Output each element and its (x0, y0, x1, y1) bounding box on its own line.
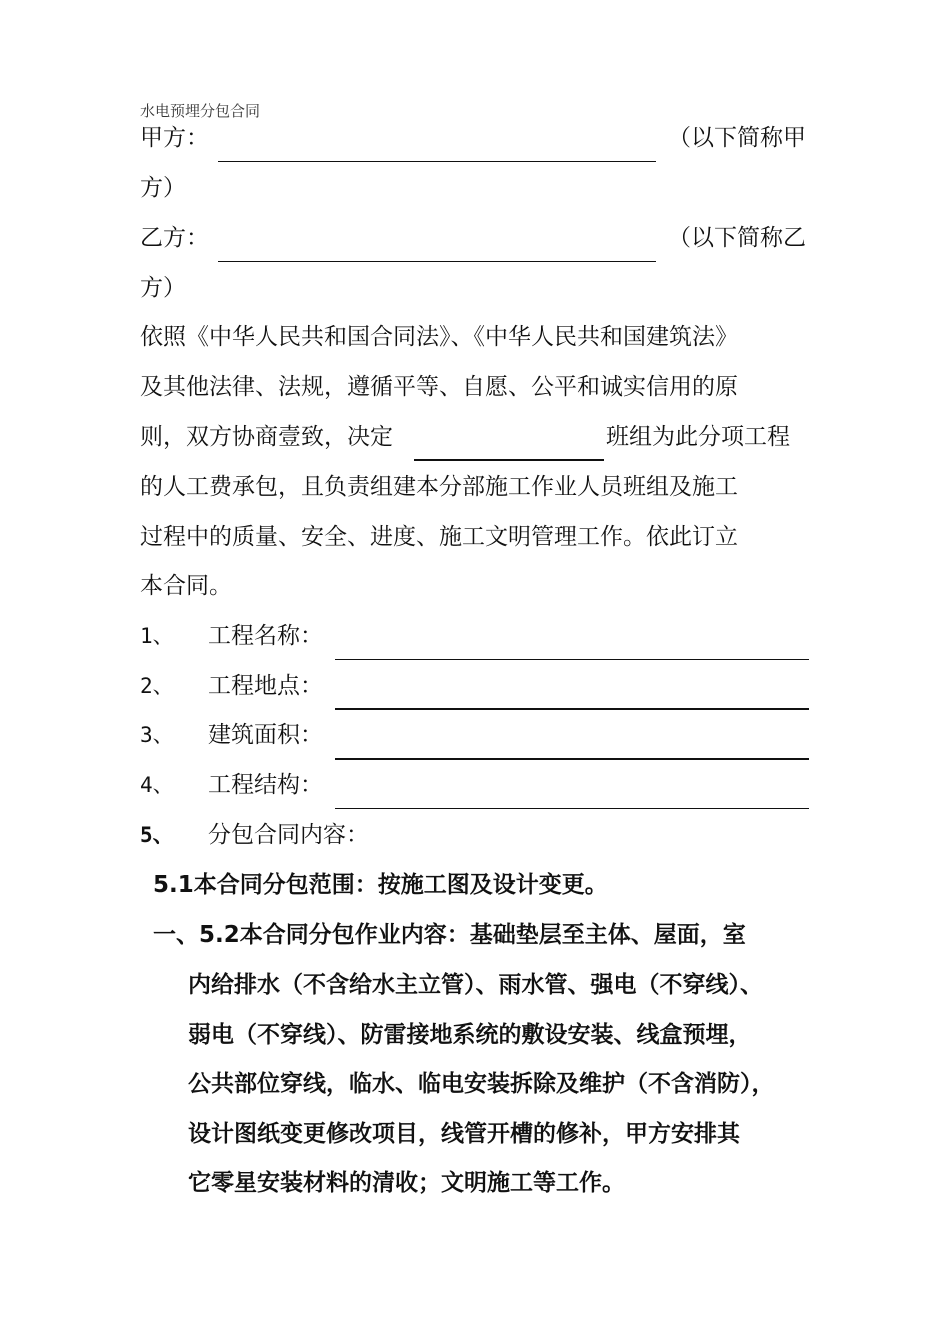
item-number: 3、 (140, 723, 174, 747)
party-b-blank-line (218, 261, 656, 262)
clause-5-2-cont: 公共部位穿线，临水、临电安装拆除及维护（不含消防）， (188, 1071, 775, 1097)
party-b-suffix-cont: 方） (140, 275, 186, 301)
party-a-suffix-cont: 方） (140, 175, 186, 201)
intro-line: 则，双方协商壹致，决定 (140, 424, 393, 450)
party-a-suffix: （以下简称甲 (668, 125, 806, 151)
clause-5-2-cont: 弱电（不穿线）、防雷接地系统的敷设安装、线盒预埋， (188, 1022, 752, 1048)
project-location-blank-line (335, 708, 809, 710)
clause-5-2-cont: 内给排水（不含给水主立管）、雨水管、强电（不穿线）、 (188, 972, 763, 998)
intro-line: 过程中的质量、安全、进度、施工文明管理工作。依此订立 (140, 524, 738, 550)
intro-line: 班组为此分项工程 (606, 424, 790, 450)
intro-line: 及其他法律、法规，遵循平等、自愿、公平和诚实信用的原 (140, 374, 738, 400)
section-5-title: 分包合同内容： (208, 822, 369, 848)
item-number: 4、 (140, 773, 174, 797)
item-number: 2、 (140, 674, 174, 698)
intro-line: 本合同。 (140, 573, 232, 599)
clause-5-2-cont: 它零星安装材料的清收；文明施工等工作。 (188, 1170, 625, 1196)
party-b-suffix: （以下简称乙 (668, 225, 806, 251)
party-a-blank-line (218, 161, 656, 162)
intro-line: 的人工费承包，且负责组建本分部施工作业人员班组及施工 (140, 474, 738, 500)
clause-5-2-cont: 设计图纸变更修改项目，线管开槽的修补，甲方安排其 (188, 1121, 740, 1147)
party-b-label: 乙方： (140, 225, 209, 251)
building-area-blank-line (335, 758, 809, 760)
item-number: 1、 (140, 624, 174, 648)
document-header: 水电预埋分包合同 (140, 102, 261, 120)
project-name-blank-line (335, 659, 809, 660)
party-a-label: 甲方： (140, 125, 209, 151)
item-label-project-location: 工程地点： (208, 673, 323, 699)
section-number: 5、 (140, 823, 174, 847)
clause-5-1: 5.1本合同分包范围：按施工图及设计变更。 (153, 872, 608, 898)
project-structure-blank-line (335, 808, 809, 809)
team-blank-line (414, 459, 604, 461)
item-label-building-area: 建筑面积： (208, 722, 323, 748)
clause-5-2: 一、5.2本合同分包作业内容：基础垫层至主体、屋面，室 (153, 922, 746, 948)
item-label-project-name: 工程名称： (208, 623, 323, 649)
item-label-project-structure: 工程结构： (208, 772, 323, 798)
intro-line: 依照《中华人民共和国合同法》、《中华人民共和国建筑法》 (140, 324, 738, 350)
